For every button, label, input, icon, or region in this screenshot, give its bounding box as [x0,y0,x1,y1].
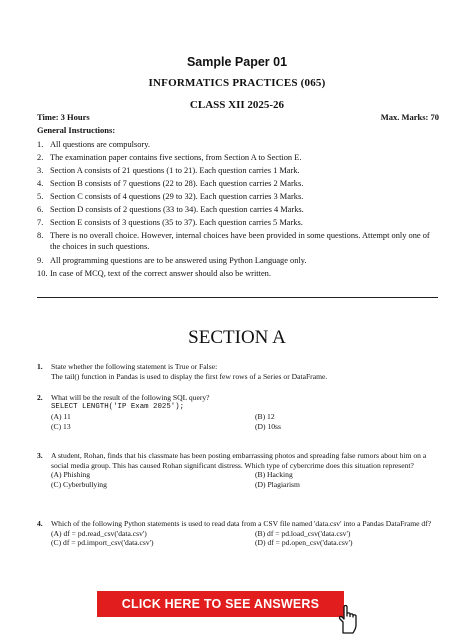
instruction-item [37,255,441,266]
paper-title: Sample Paper 01 [186,55,288,69]
question-number: 3. [37,451,43,460]
instruction-text: Section C consists of 4 questions (29 to 32). Each question carries 3 Marks. [50,192,304,201]
option-a: (A) df = pd.read_csv('data.csv') [51,528,147,538]
option-b: (B) 12 [255,412,275,422]
instruction-number: 4. [37,179,44,188]
instruction-number: 6. [37,205,44,214]
instruction-item [37,191,441,202]
option-b: (B) df = pd.load_csv('data.csv') [255,528,351,538]
instruction-text: All programming questions are to be answered using Python Language only. [50,256,307,265]
option-b: (B) Hacking [255,470,293,480]
see-answers-button[interactable]: CLICK HERE TO SEE ANSWERS [97,591,344,617]
option-c: (C) Cyberbullying [51,479,107,489]
instruction-text: Section B consists of 7 questions (22 to 28). Each question carries 2 Marks. [50,179,304,188]
instruction-text: Section E consists of 3 questions (35 to 37). Each question carries 5 Marks. [50,218,303,227]
instruction-item [37,217,441,228]
sql-code: SELECT LENGTH('IP Exam 2025'); [51,402,185,411]
question-3 [37,451,441,489]
instruction-text: There is no overall choice. However, internal choices have been provided in some questions. Attempt only one of the choices in such questions. [50,231,430,252]
section-title: SECTION A [188,327,286,348]
question-4 [37,519,441,548]
option-a: (A) Phishing [51,470,91,480]
question-number: 1. [37,362,43,371]
instruction-number: 8. [37,231,44,240]
instruction-number: 2. [37,153,44,162]
pointing-hand-icon[interactable] [333,603,365,635]
instruction-text: The examination paper contains five sections, from Section A to Section E. [50,153,302,162]
instruction-number: 7. [37,218,44,227]
question-1 [37,362,441,381]
question-2 [37,393,441,431]
question-text: What will be the result of the following SQL query? [51,393,210,402]
time-label: Time: 3 Hours [37,112,90,122]
question-text: A student, Rohan, finds that his classmate has been posting embarrassing photos and spreading false rumors about him on a social media group. This has caused Rohan significant distress. Which type of cybercrime does this situation represent? [51,451,427,470]
instruction-text: Section A consists of 21 questions (1 to 21). Each question carries 1 Mark. [50,166,300,175]
option-d: (D) Plagiarism [255,479,300,489]
question-text: Which of the following Python statements is used to read data from a CSV file named 'data.csv' into a Pandas DataFrame df? [51,519,432,528]
instruction-number: 10. [37,269,48,278]
instruction-text: All questions are compulsory. [50,140,150,149]
question-number: 4. [37,519,43,528]
max-marks-label: Max. Marks: 70 [380,112,439,122]
instructions-heading: General Instructions: [37,125,116,135]
instruction-item [37,178,441,189]
option-c: (C) df = pd.import_csv('data.csv') [51,538,154,548]
option-d: (D) df = pd.open_csv('data.csv') [255,538,353,548]
instruction-item [37,152,441,163]
question-statement: The tail() function in Pandas is used to display the first few rows of a Series or DataFrame. [51,371,328,381]
option-d: (D) 10ss [255,421,281,431]
question-text: State whether the following statement is True or False: [51,362,218,371]
instruction-number: 5. [37,192,44,201]
divider [37,297,438,298]
instruction-text: In case of MCQ, text of the correct answer should also be written. [50,269,271,278]
instruction-number: 1. [37,140,44,149]
instruction-item [37,165,441,176]
instruction-item [37,230,441,252]
instruction-item [37,139,441,150]
subject-title: INFORMATICS PRACTICES (065) [148,77,326,89]
instruction-item [37,204,441,215]
class-title: CLASS XII 2025-26 [189,99,285,111]
instruction-number: 9. [37,256,44,265]
instruction-item [37,268,441,279]
option-c: (C) 13 [51,421,71,431]
instruction-text: Section D consists of 2 questions (33 to 34). Each question carries 4 Marks. [50,205,304,214]
option-a: (A) 11 [51,412,71,422]
instruction-number: 3. [37,166,44,175]
question-number: 2. [37,393,43,402]
